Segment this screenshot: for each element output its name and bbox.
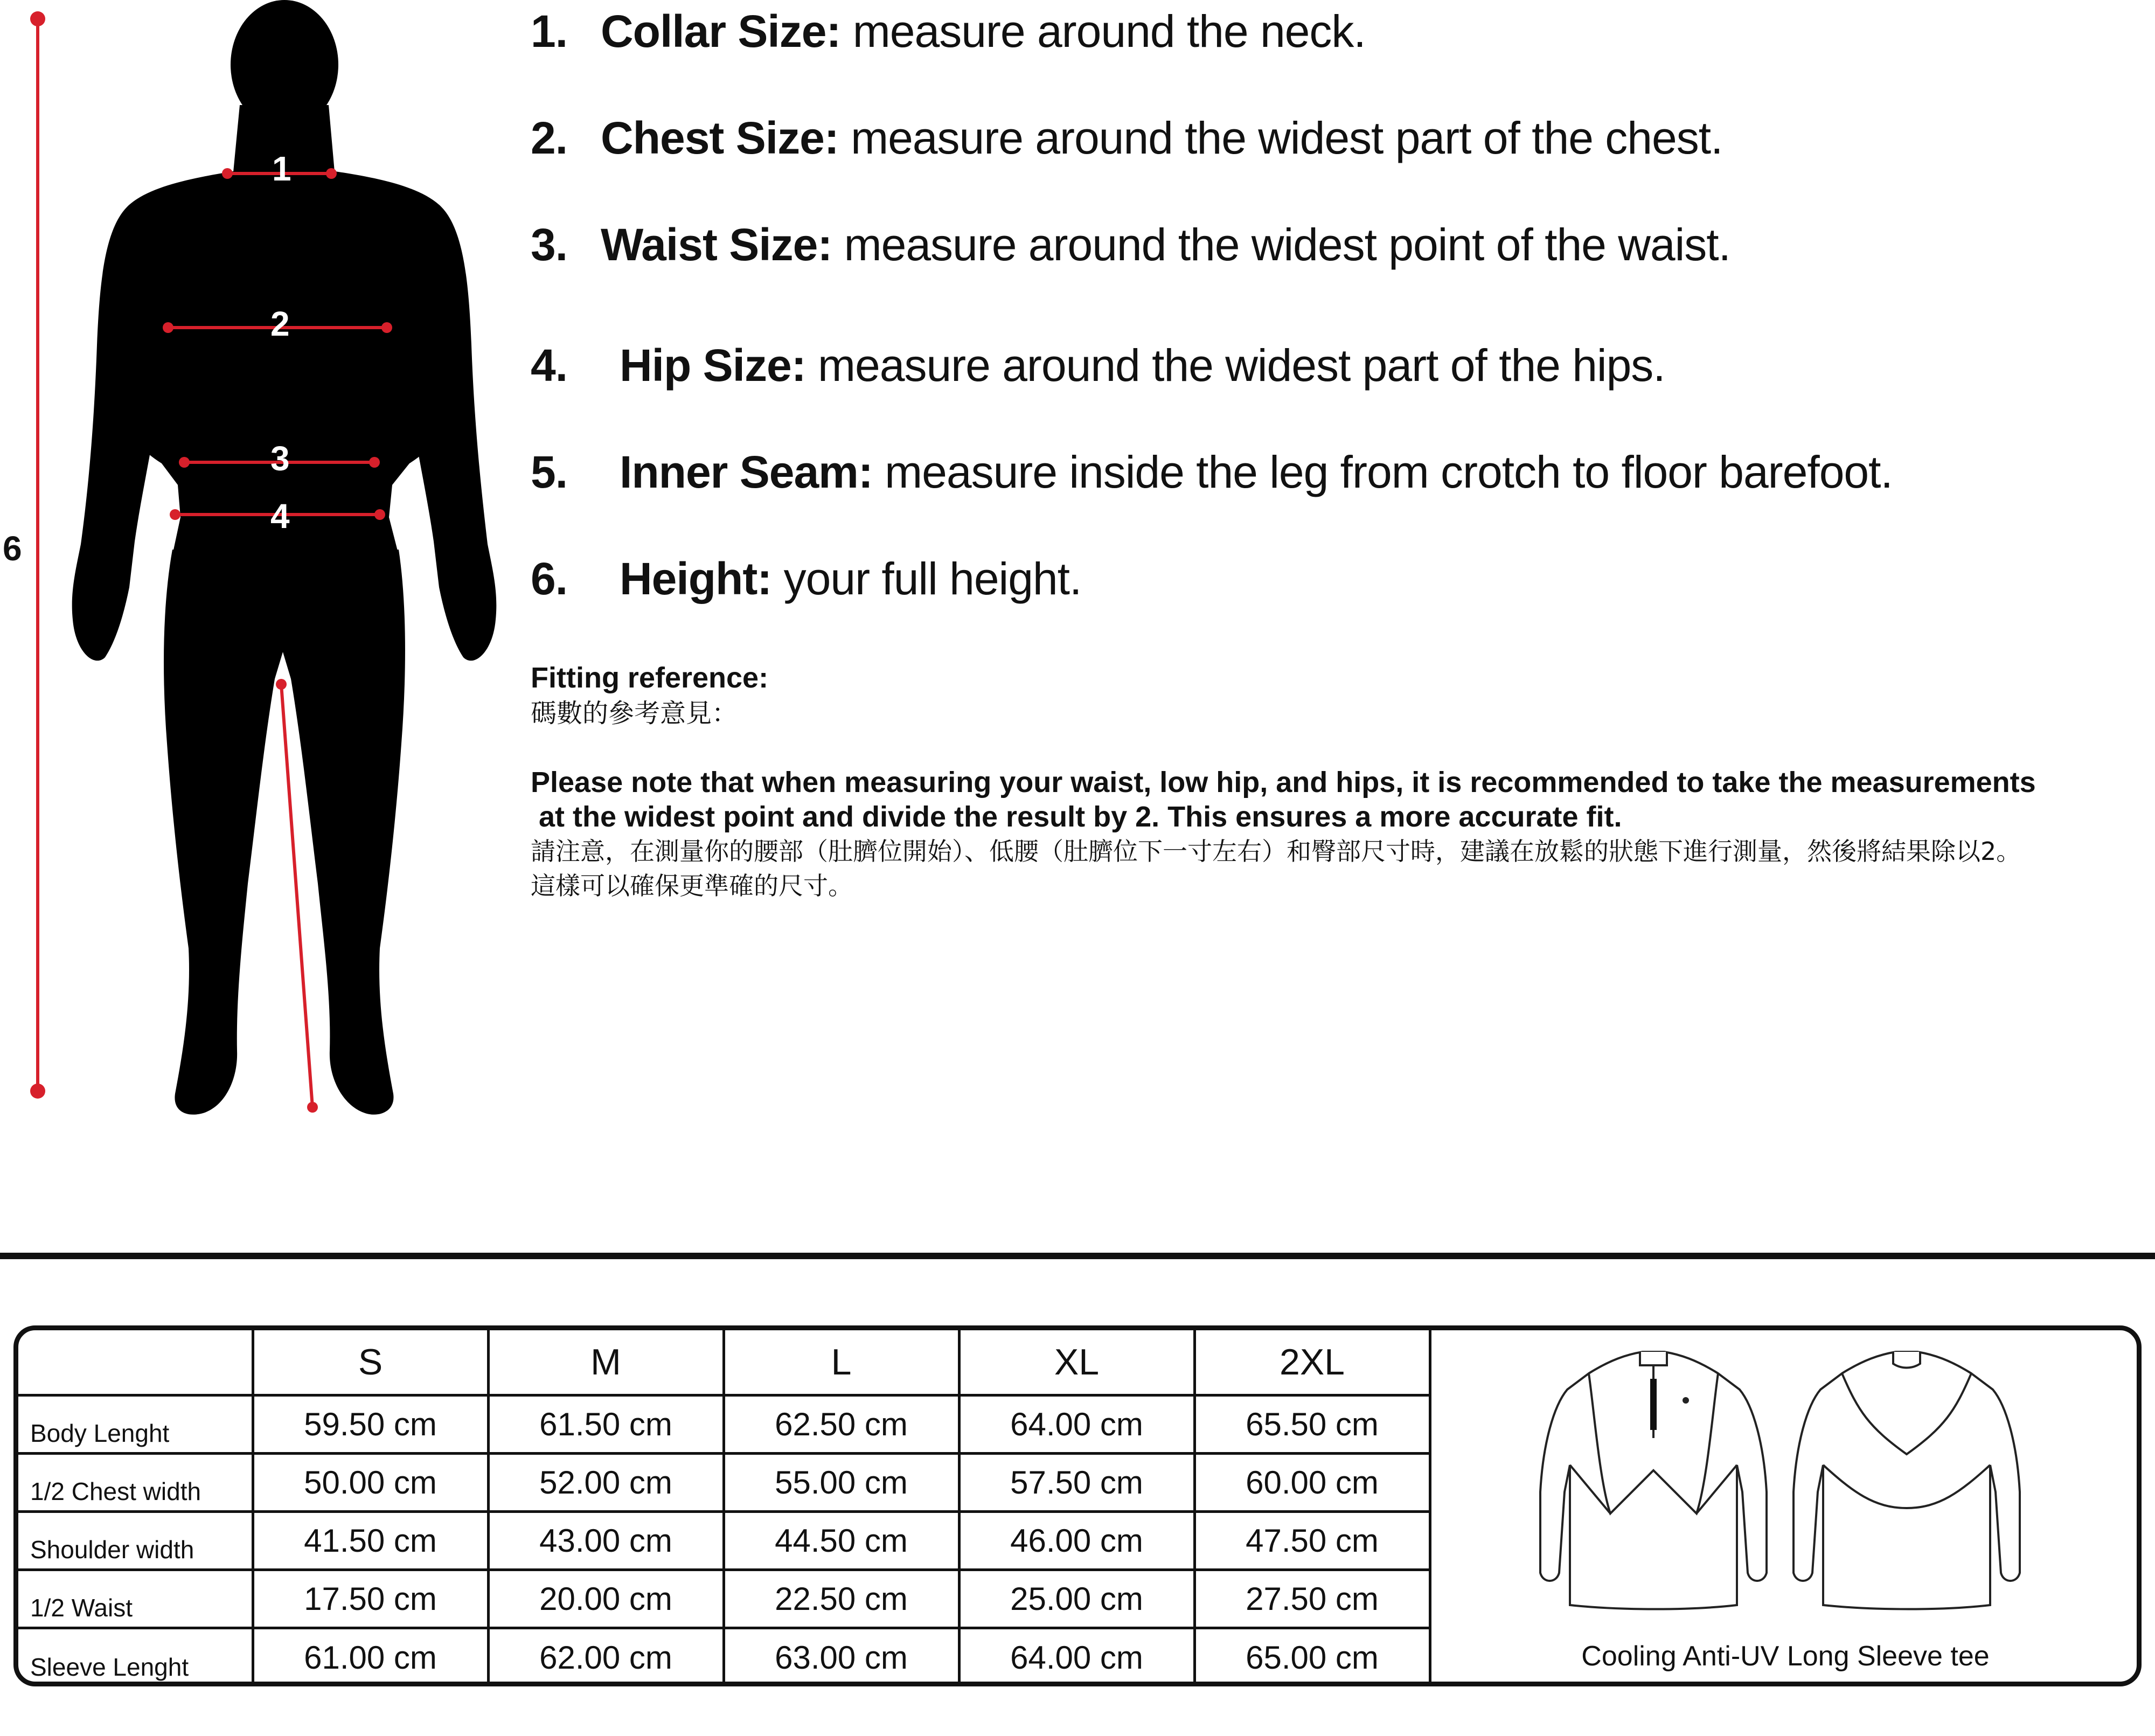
table-cell: 17.50 cm	[253, 1570, 488, 1628]
fitting-note-zh-line-1: 請注意，在測量你的腰部（肚臍位開始）、低腰（肚臍位下一寸左右）和臀部尺寸時，建議在放鬆的狀態下進行測量，然後將結果除以2。	[531, 837, 2021, 866]
row-label: Shoulder width	[18, 1511, 253, 1570]
fitting-note-line-2: at the widest point and divide the result by 2. This ensures a more accurate fit.	[531, 801, 1622, 833]
table-cell: 65.00 cm	[1194, 1628, 1430, 1686]
table-cell: 61.00 cm	[253, 1628, 488, 1686]
row-label: Body Lenght	[18, 1395, 253, 1453]
table-cell: 25.00 cm	[959, 1570, 1194, 1628]
table-cell: 55.00 cm	[724, 1453, 959, 1511]
table-header-row	[18, 1330, 1430, 1395]
table-cell: 44.50 cm	[724, 1511, 959, 1570]
logo-icon	[1683, 1397, 1689, 1404]
product-caption: Cooling Anti-UV Long Sleeve tee	[1581, 1641, 1990, 1672]
size-header: XL	[959, 1330, 1194, 1395]
instruction-item: 5. Inner Seam: measure inside the leg from crotch to floor barefoot.	[531, 447, 1893, 497]
product-illustration-panel	[1433, 1330, 2138, 1682]
table-row	[18, 1453, 1430, 1511]
fitting-reference-title-zh: 碼數的參考意見：	[531, 698, 738, 728]
table-cell: 64.00 cm	[959, 1628, 1194, 1686]
table-cell: 50.00 cm	[253, 1453, 488, 1511]
size-chart	[13, 1325, 2142, 1686]
table-row	[18, 1511, 1430, 1570]
table-cell: 46.00 cm	[959, 1511, 1194, 1570]
height-top-dot	[30, 11, 45, 26]
marker-2: 2	[270, 304, 290, 343]
table-cell: 20.00 cm	[488, 1570, 724, 1628]
size-header: L	[724, 1330, 959, 1395]
marker-6: 6	[3, 529, 22, 568]
table-cell: 27.50 cm	[1194, 1570, 1430, 1628]
table-cell: 64.00 cm	[959, 1395, 1194, 1453]
row-label: Sleeve Lenght	[18, 1628, 253, 1686]
height-bottom-dot	[30, 1084, 45, 1099]
zipper-icon	[1650, 1379, 1657, 1430]
marker-4: 4	[270, 497, 290, 536]
instruction-item: 4. Hip Size: measure around the widest part of the hips.	[531, 340, 1665, 391]
marker-1: 1	[272, 149, 291, 188]
marker-3: 3	[270, 439, 290, 478]
table-cell: 22.50 cm	[724, 1570, 959, 1628]
row-label: 1/2 Waist	[18, 1570, 253, 1628]
section-divider	[0, 1253, 2155, 1259]
table-row	[18, 1395, 1430, 1453]
marker-5: 5	[267, 887, 286, 926]
table-cell: 41.50 cm	[253, 1511, 488, 1570]
instruction-item: 2. Chest Size: measure around the widest part of the chest.	[531, 113, 1723, 163]
shirt-back-icon	[1793, 1352, 2020, 1609]
size-header: 2XL	[1194, 1330, 1430, 1395]
fitting-note-zh-line-2: 這樣可以確保更準確的尺寸。	[531, 871, 853, 900]
size-table	[18, 1330, 1431, 1686]
table-cell: 62.00 cm	[488, 1628, 724, 1686]
fitting-reference-heading	[531, 660, 768, 731]
shirt-illustration	[1433, 1330, 2138, 1632]
table-cell: 60.00 cm	[1194, 1453, 1430, 1511]
fitting-note-line-1: Please note that when measuring your waist, low hip, and hips, it is recommended to take the measurements	[531, 766, 2036, 798]
table-cell: 52.00 cm	[488, 1453, 724, 1511]
fitting-note	[531, 765, 2144, 903]
instruction-item: 1. Collar Size: measure around the neck.	[531, 6, 1366, 57]
table-cell: 47.50 cm	[1194, 1511, 1430, 1570]
table-cell: 57.50 cm	[959, 1453, 1194, 1511]
table-cell: 63.00 cm	[724, 1628, 959, 1686]
size-header: M	[488, 1330, 724, 1395]
table-row	[18, 1570, 1430, 1628]
body-measurement-figure	[0, 0, 517, 1131]
instruction-item: 3. Waist Size: measure around the widest point of the waist.	[531, 219, 1730, 270]
table-corner	[18, 1330, 253, 1395]
table-cell: 61.50 cm	[488, 1395, 724, 1453]
instruction-item: 6. Height: your full height.	[531, 553, 1082, 604]
table-cell: 62.50 cm	[724, 1395, 959, 1453]
fitting-reference-title: Fitting reference:	[531, 662, 769, 694]
row-label: 1/2 Chest width	[18, 1453, 253, 1511]
table-row	[18, 1628, 1430, 1686]
size-header: S	[253, 1330, 488, 1395]
table-cell: 59.50 cm	[253, 1395, 488, 1453]
table-cell: 65.50 cm	[1194, 1395, 1430, 1453]
table-cell: 43.00 cm	[488, 1511, 724, 1570]
